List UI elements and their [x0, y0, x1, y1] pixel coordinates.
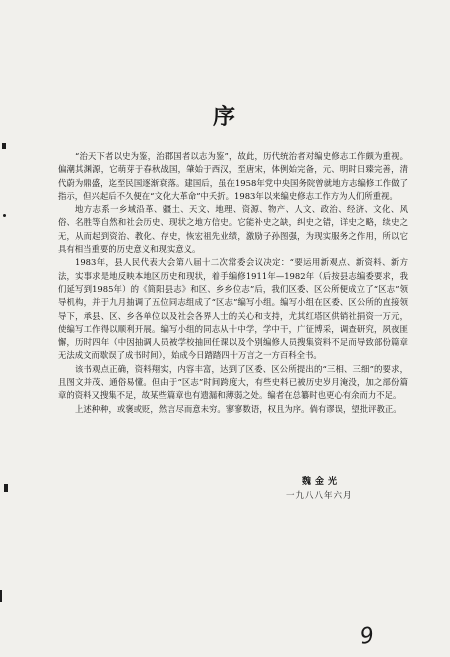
binding-mark [2, 143, 6, 149]
signature-date: 一九八八年六月 [286, 491, 353, 501]
paragraph-5: 上述种种，或褒或贬，然言尽而意未穷。寥寥数语，权且为序。倘有谬误，望批评教正。 [75, 403, 402, 414]
paragraph-4: 该书观点正确，资料翔实，内容丰富，达到了区委、区公所提出的“三相、三细”的要求，且图文并茂、通俗易懂。但由于“区志”时间跨度大，有些史料已被历史岁月淹没，加之部份篇章的资料又搜集不足，故某些篇章也有遗漏和薄弱之处。编者在总纂时也更心有余而力不足。 [58, 363, 408, 401]
preface-body [58, 150, 408, 416]
binding-mark [3, 214, 6, 217]
preface-title: 序 [212, 104, 237, 130]
paragraph-1: “治天下者以史为鉴，治郡国者以志为鉴”，故此，历代统治者对编史修志工作颇为重视。偏潮其渊源，它萌芽于春秋战国，肇始于西汉，至唐宋，体例始完备，元、明时日臻完善，清代蔚为鼎盛，迄至民国逐渐衰落。建国后，虽在1958年党中央国务院曾就地方志编修工作做了指示，但兴起后不久便在“文化大革命”中夭折。1983年以来编史修志工作方为人们所重视。 [58, 151, 408, 201]
paragraph-3: 1983年，县人民代表大会第八届十二次常委会议决定：“要运用新观点、新资料、新方法，实事求是地反映本地区历史和现状，着手编修1911年—1982年（后按县志编委要求，我们延写到1985年）的《简阳县志》和区、乡乡位志”后，我们区委、区公所便成立了“区志”领导机构，并于九月抽调了五位同志组成了“区志”编写小组。编写小组在区委、区公所的直接领导下，承县、区、乡各单位以及社会各界人士的关心和支持，尤其红塔区供销社捐资一万元，使编写工作得以顺利开展。编写小组的同志从十中学，学中干，广征博采，调查研究，夙夜匪懈，历时四年（中因抽调人员被学校抽回任课以及个别编修人员搜集资料不足而导致部份篇章无法成文而歇误了成书时间），始成今日踏踏四十万言之一方百科全书。 [58, 257, 408, 361]
handwritten-page-number: 9 [358, 623, 376, 650]
binding-mark [4, 484, 8, 492]
binding-mark [0, 590, 2, 602]
paragraph-2: 地方志系一乡域沿革、疆土、天文、地理、资源、物产、人文、政治、经济、文化、风俗、名胜等自然和社会历史、现状之地方信史。它能补史之缺，纠史之错，详史之略，续史之无，从而起到资治、教化、存史，恢宏祖先业绩，激励子孙图强，为现实服务之作用，所以它具有相当重要的历史意义和现实意义。 [58, 204, 408, 255]
author-signature: 魏金光 [302, 477, 342, 487]
